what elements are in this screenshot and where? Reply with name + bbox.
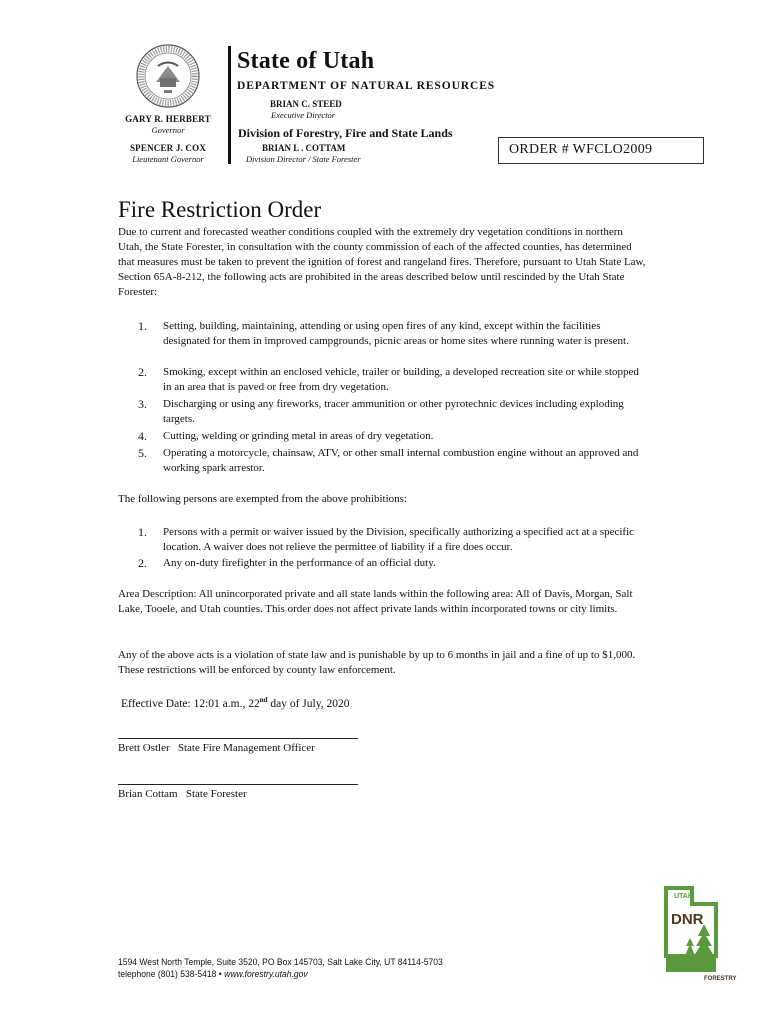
footer-phone: telephone (801) 538-5418 • xyxy=(118,969,225,980)
signature-label: Brian Cottam State Forester xyxy=(118,788,247,800)
list-text: Any on-duty firefighter in the performance of an official duty. xyxy=(163,557,436,569)
effective-date xyxy=(121,693,651,712)
list-text: Persons with a permit or waiver issued by the Division, specifically authorizing a specified act at a specific location. A waiver does not relieve the permittee of liability if a fire does occur. xyxy=(163,526,635,553)
footer-website-link[interactable]: www.forestry.utah.gov xyxy=(224,969,308,980)
letterhead-divider xyxy=(228,46,231,164)
page-title: Fire Restriction Order xyxy=(118,197,322,222)
lt-governor-title: Lieutenant Governor xyxy=(132,154,204,164)
signature-label: Brett Ostler State Fire Management Officer xyxy=(118,742,315,754)
effective-date-suffix: day of July, 2020 xyxy=(267,697,350,710)
exempt-intro: The following persons are exempted from the above prohibitions: xyxy=(118,493,407,505)
governor-name: GARY R. HERBERT xyxy=(125,114,211,124)
list-text: Operating a motorcycle, chainsaw, ATV, or other small internal combustion engine without an approved and working spark arrestor. xyxy=(163,447,639,474)
intro-paragraph: Due to current and forecasted weather conditions coupled with the extremely dry vegetation conditions in northern Utah, the State Forester, in consultation with the county commission of each of the affected counties, has determined that measures must be taken to prevent the ignition of forest and rangeland fires. Therefore, pursuant to Utah State Law, Section 65A-8-212, the following acts are prohibited in the areas described below until rescinded by the Utah State Forester: xyxy=(118,226,646,298)
list-number: 1. xyxy=(138,525,147,539)
effective-date-superscript: nd xyxy=(259,696,268,704)
utah-state-seal-icon xyxy=(136,44,200,108)
executive-director-title: Executive Director xyxy=(271,110,336,120)
list-item xyxy=(138,525,648,554)
list-text: Cutting, welding or grinding metal in areas of dry vegetation. xyxy=(163,430,434,442)
effective-date-prefix: Effective Date: 12:01 a.m., 22 xyxy=(121,697,260,710)
list-item xyxy=(138,556,648,571)
list-item xyxy=(138,446,648,475)
footer-address: 1594 West North Temple, Suite 3520, PO Box 145703, Salt Lake City, UT 84114-5703 xyxy=(118,957,443,968)
area-description: Area Description: All unincorporated private and all state lands within the following area: All of Davis, Morgan, Salt Lake, Tooele, and Utah counties. This order does not affect private lands within incorporated towns or city limits. xyxy=(118,588,633,615)
signature-line xyxy=(118,738,358,739)
lt-governor-name: SPENCER J. COX xyxy=(129,143,207,153)
penalty-paragraph: Any of the above acts is a violation of state law and is punishable by up to 6 months in jail and a fine of up to $1,000. These restrictions will be enforced by county law enforcement. xyxy=(118,649,636,676)
list-item xyxy=(138,319,648,348)
logo-top-text: UTAH xyxy=(674,893,693,900)
signature-line xyxy=(118,784,358,785)
list-item xyxy=(138,365,648,394)
state-title: State of Utah xyxy=(237,48,375,74)
logo-bottom-text: FORESTRY xyxy=(704,976,737,982)
governor-title: Governor xyxy=(151,125,185,135)
list-text: Smoking, except within an enclosed vehicle, trailer or building, a developed recreation site or while stopped in an area that is paved or free from dry vegetation. xyxy=(163,366,639,393)
department-title: DEPARTMENT OF NATURAL RESOURCES xyxy=(237,80,496,92)
list-number: 2. xyxy=(138,365,147,379)
list-item xyxy=(138,429,648,444)
division-title: Division of Forestry, Fire and State Lands xyxy=(238,126,453,140)
utah-dnr-forestry-logo-icon xyxy=(660,884,740,984)
list-number: 5. xyxy=(138,446,147,460)
logo-mid-text: DNR xyxy=(671,911,704,928)
division-director-title: Division Director / State Forester xyxy=(246,154,361,164)
list-item xyxy=(138,397,648,426)
order-number: ORDER # WFCLO2009 xyxy=(498,137,704,164)
list-text: Setting, building, maintaining, attending or using open fires of any kind, except within the facilities designated for them in improved campgrounds, picnic areas or home sites where running water is present. xyxy=(163,320,629,347)
executive-director-name: BRIAN C. STEED xyxy=(270,99,342,109)
list-number: 4. xyxy=(138,429,147,443)
list-number: 2. xyxy=(138,556,147,570)
list-number: 3. xyxy=(138,397,147,411)
list-text: Discharging or using any fireworks, tracer ammunition or other pyrotechnic devices including exploding targets. xyxy=(163,398,624,425)
division-director-name: BRIAN L . COTTAM xyxy=(262,143,346,153)
list-number: 1. xyxy=(138,319,147,333)
footer-contact xyxy=(118,969,308,981)
